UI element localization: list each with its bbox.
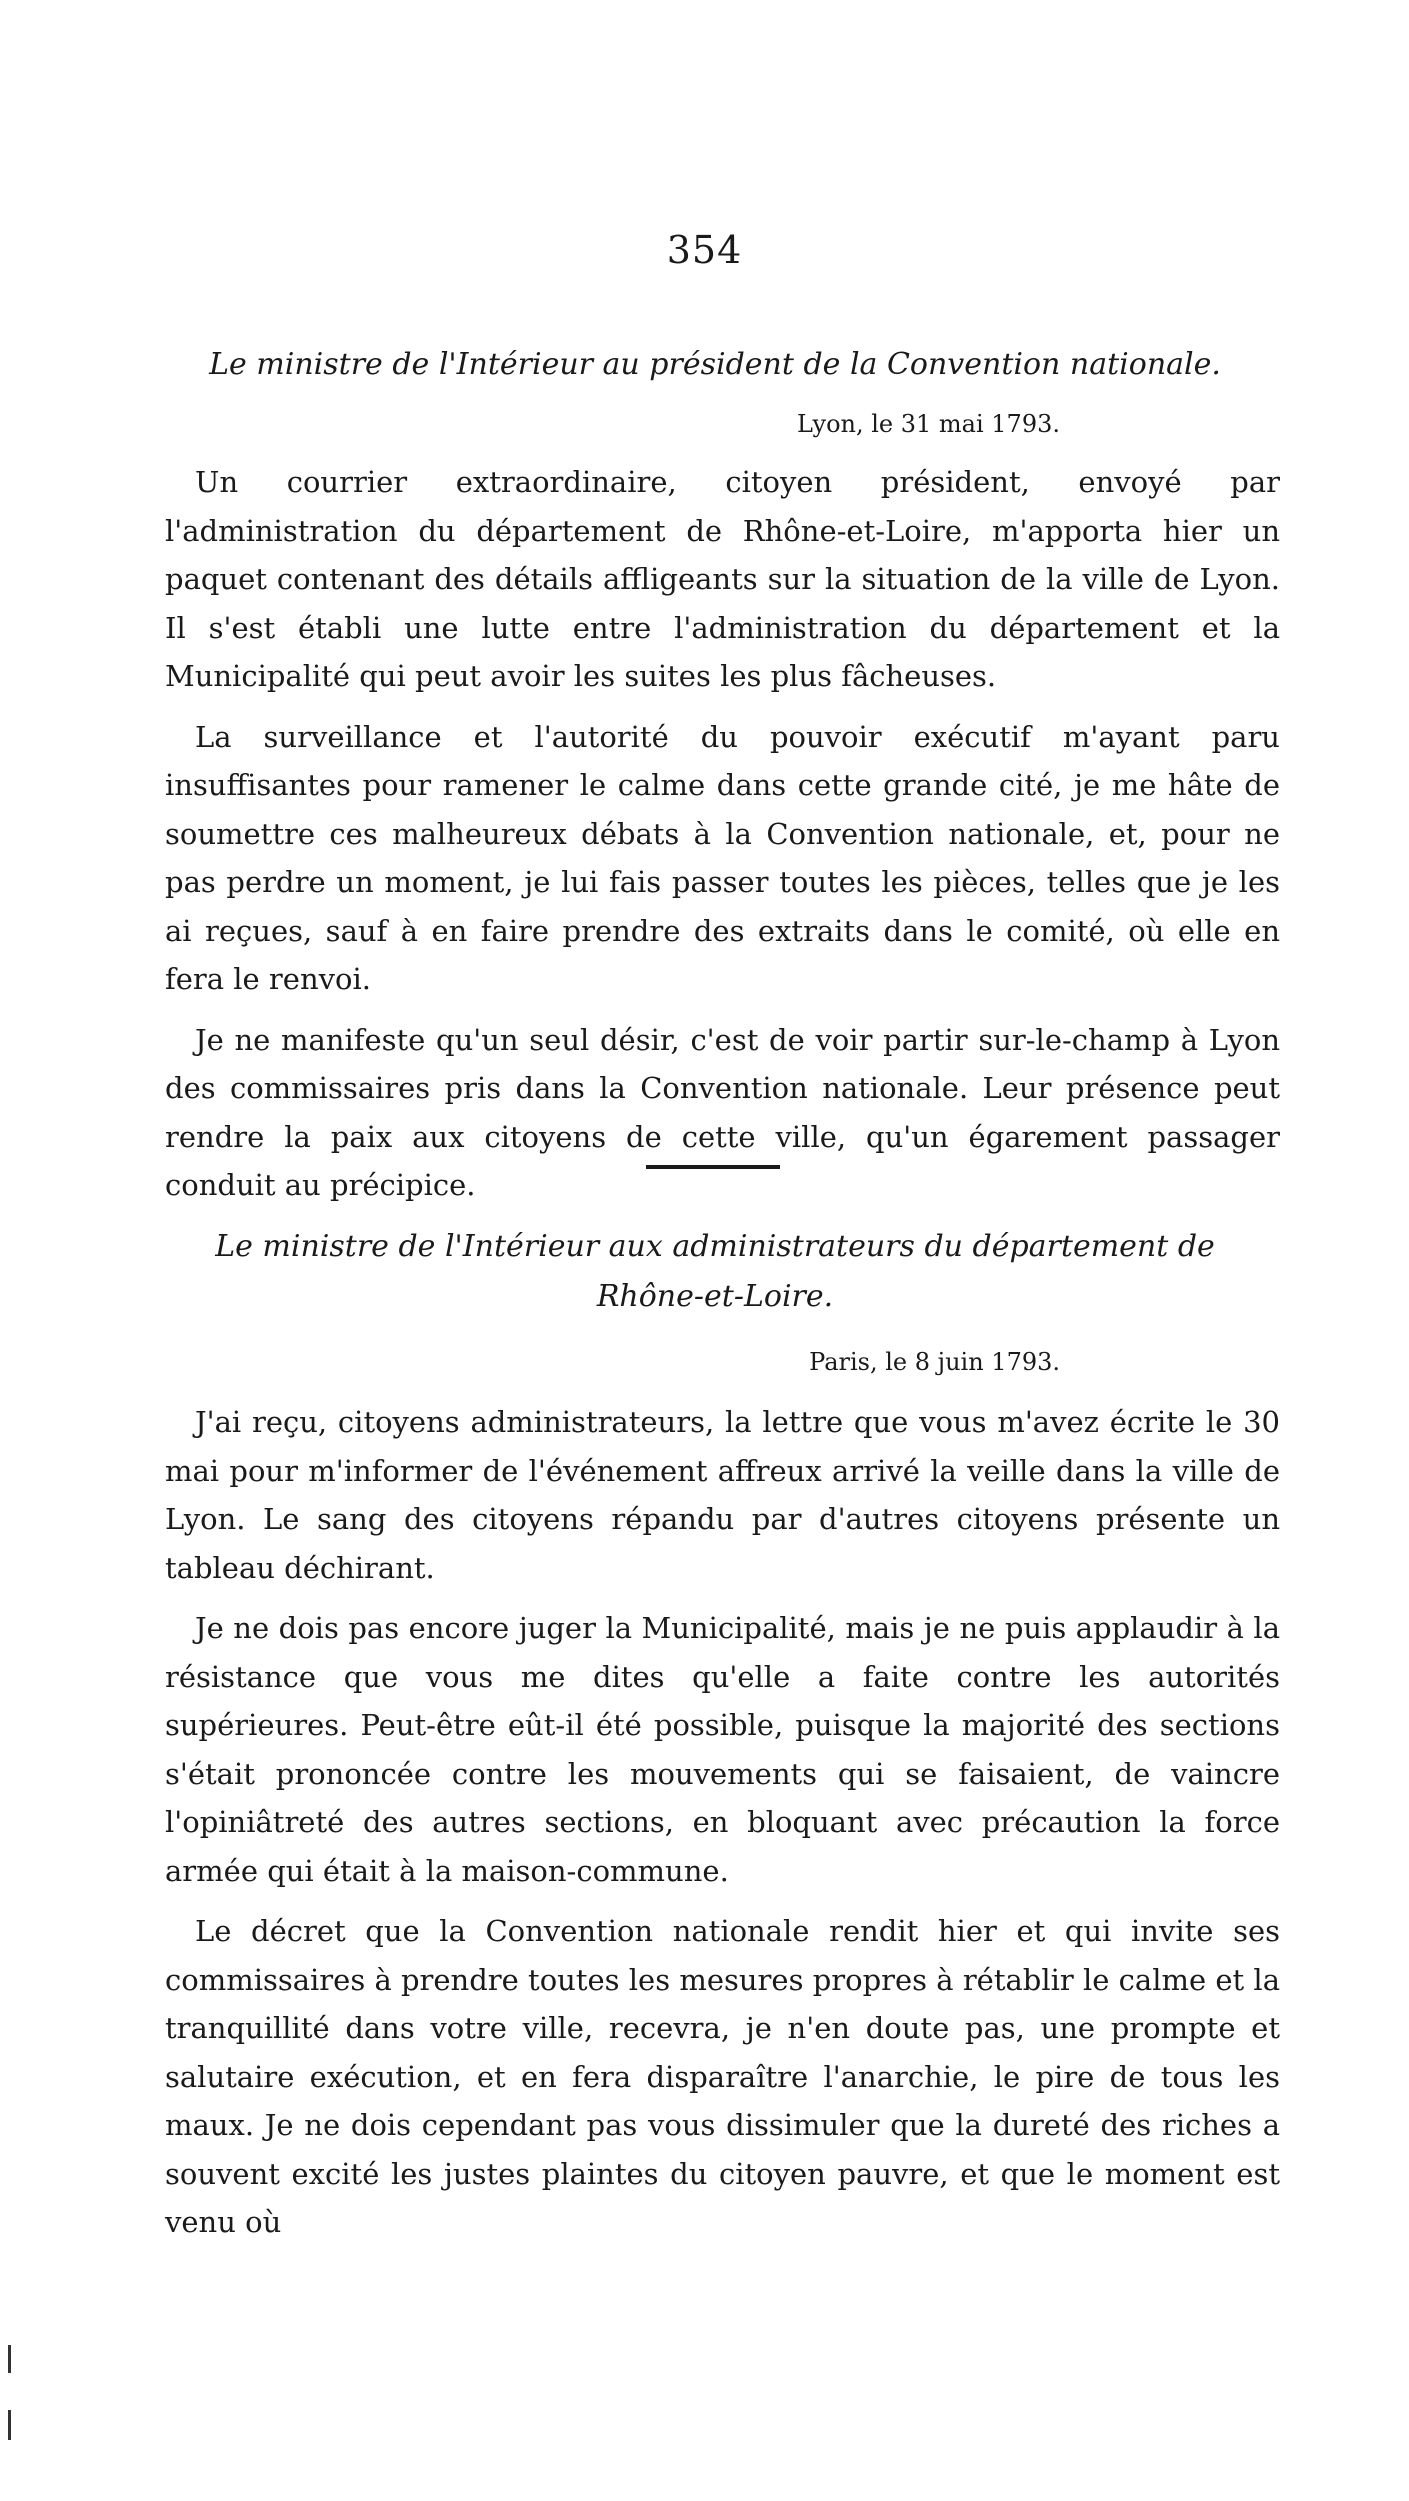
letter1-heading: Le ministre de l'Intérieur au président de la Convention nationale. bbox=[209, 347, 1221, 382]
letter2-heading-line1: Le ministre de l'Intérieur aux administrateurs du département de bbox=[215, 1229, 1215, 1264]
margin-mark bbox=[8, 2410, 11, 2440]
letter1-dateline: Lyon, le 31 mai 1793. bbox=[797, 410, 1060, 438]
margin-mark bbox=[8, 2345, 11, 2373]
letter1-paragraph: Un courrier extraordinaire, citoyen président, envoyé par l'administration du département de Rhône-et-Loire, m'apporta hier un paquet contenant des détails affligeants sur la situation de la ville de Lyon. Il s'est établi une lutte entre l'administration du département et la Municipalité qui peut avoir les suites les plus fâcheuses. bbox=[165, 465, 1280, 693]
letter2-paragraph: Je ne dois pas encore juger la Municipalité, mais je ne puis applaudir à la résistance que vous me dites qu'elle a faite contre les autorités supérieures. Peut-être eût-il été possible, puisque la majorité des sections s'était prononcée contre les mouvements qui se faisaient, de vaincre l'opiniâtreté des autres sections, en bloquant avec précaution la force armée qui était à la maison-commune. bbox=[165, 1611, 1280, 1888]
page-number: 354 bbox=[666, 228, 743, 272]
letter2-paragraph: Le décret que la Convention nationale rendit hier et qui invite ses commissaires à prendre toutes les mesures propres à rétablir le calme et la tranquillité dans votre ville, recevra, je n'en doute pas, une prompte et salutaire exécution, et en fera disparaître l'anarchie, le pire de tous les maux. Je ne dois cependant pas vous dissimuler que la dureté des riches a souvent excité les justes plaintes du citoyen pauvre, et que le moment est venu où bbox=[165, 1914, 1280, 2239]
letter2-body bbox=[165, 1398, 1280, 2259]
letter1-paragraph: La surveillance et l'autorité du pouvoir exécutif m'ayant paru insuffisantes pour ramener le calme dans cette grande cité, je me hâte de soumettre ces malheureux débats à la Convention nationale, et, pour ne pas perdre un moment, je lui fais passer toutes les pièces, telles que je les ai reçues, sauf à en faire prendre des extraits dans le comité, où elle en fera le renvoi. bbox=[165, 719, 1280, 996]
section-divider bbox=[646, 1165, 780, 1169]
letter1-body bbox=[165, 458, 1280, 1222]
letter2-dateline: Paris, le 8 juin 1793. bbox=[809, 1348, 1060, 1376]
letter2-heading bbox=[200, 1222, 1230, 1322]
letter1-paragraph: Je ne manifeste qu'un seul désir, c'est de voir partir sur-le-champ à Lyon des commissaires pris dans la Convention nationale. Leur présence peut rendre la paix aux citoyens de cette ville, qu'un égarement passager conduit au précipice. bbox=[165, 1022, 1280, 1202]
letter2-paragraph: J'ai reçu, citoyens administrateurs, la lettre que vous m'avez écrite le 30 mai pour m'informer de l'événement affreux arrivé la veille dans la ville de Lyon. Le sang des citoyens répandu par d'autres citoyens présente un tableau déchirant. bbox=[165, 1405, 1280, 1585]
letter2-heading-line2: Rhône-et-Loire. bbox=[596, 1279, 834, 1314]
